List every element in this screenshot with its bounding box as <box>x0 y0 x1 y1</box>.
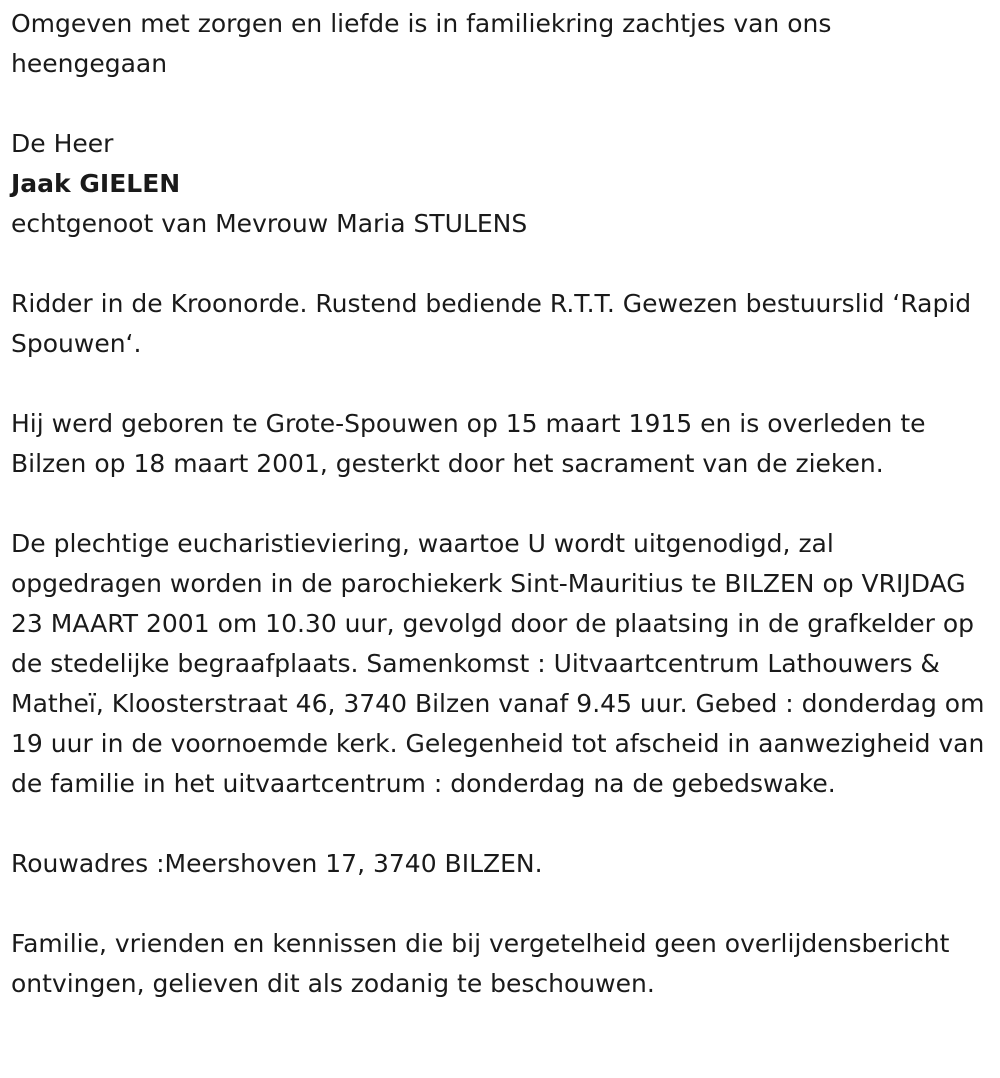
spacer <box>11 84 991 124</box>
deceased-name: Jaak GIELEN <box>11 169 181 198</box>
spouse-line: echtgenoot van Mevrouw Maria STULENS <box>11 209 528 238</box>
honors-paragraph: Ridder in de Kroonorde. Rustend bediende R.T.T. Gewezen bestuurslid ‘Rapid Spouwen‘. <box>11 289 972 358</box>
spacer <box>11 804 991 844</box>
intro-text: Omgeven met zorgen en liefde is in familiekring zachtjes van ons heengegaan <box>11 9 832 78</box>
spacer <box>11 484 991 524</box>
mourning-address: Rouwadres :Meershoven 17, 3740 BILZEN. <box>11 849 543 878</box>
spacer <box>11 244 991 284</box>
salutation: De Heer <box>11 129 114 158</box>
closing-paragraph: Familie, vrienden en kennissen die bij vergetelheid geen overlijdensbericht ontvingen, gelieven dit als zodanig te beschouwen. <box>11 929 950 998</box>
birth-death-paragraph: Hij werd geboren te Grote-Spouwen op 15 maart 1915 en is overleden te Bilzen op 18 maart 2001, gesterkt door het sacrament van de zieken. <box>11 409 926 478</box>
ceremony-paragraph: De plechtige eucharistieviering, waartoe U wordt uitgenodigd, zal opgedragen worden in de parochiekerk Sint-Mauritius te BILZEN op VRIJDAG 23 MAART 2001 om 10.30 uur, gevolgd door de plaatsing in de grafkelder op de stedelijke begraafplaats. Samenkomst : Uitvaartcentrum Lathouwers & Matheï, Kloosterstraat 46, 3740 Bilzen vanaf 9.45 uur. Gebed : donderdag om 19 uur in de voornoemde kerk. Gelegenheid tot afscheid in aanwezigheid van de familie in het uitvaartcentrum : donderdag na de gebedswake. <box>11 529 985 798</box>
spacer <box>11 364 991 404</box>
spacer <box>11 884 991 924</box>
obituary-notice <box>11 4 991 1004</box>
